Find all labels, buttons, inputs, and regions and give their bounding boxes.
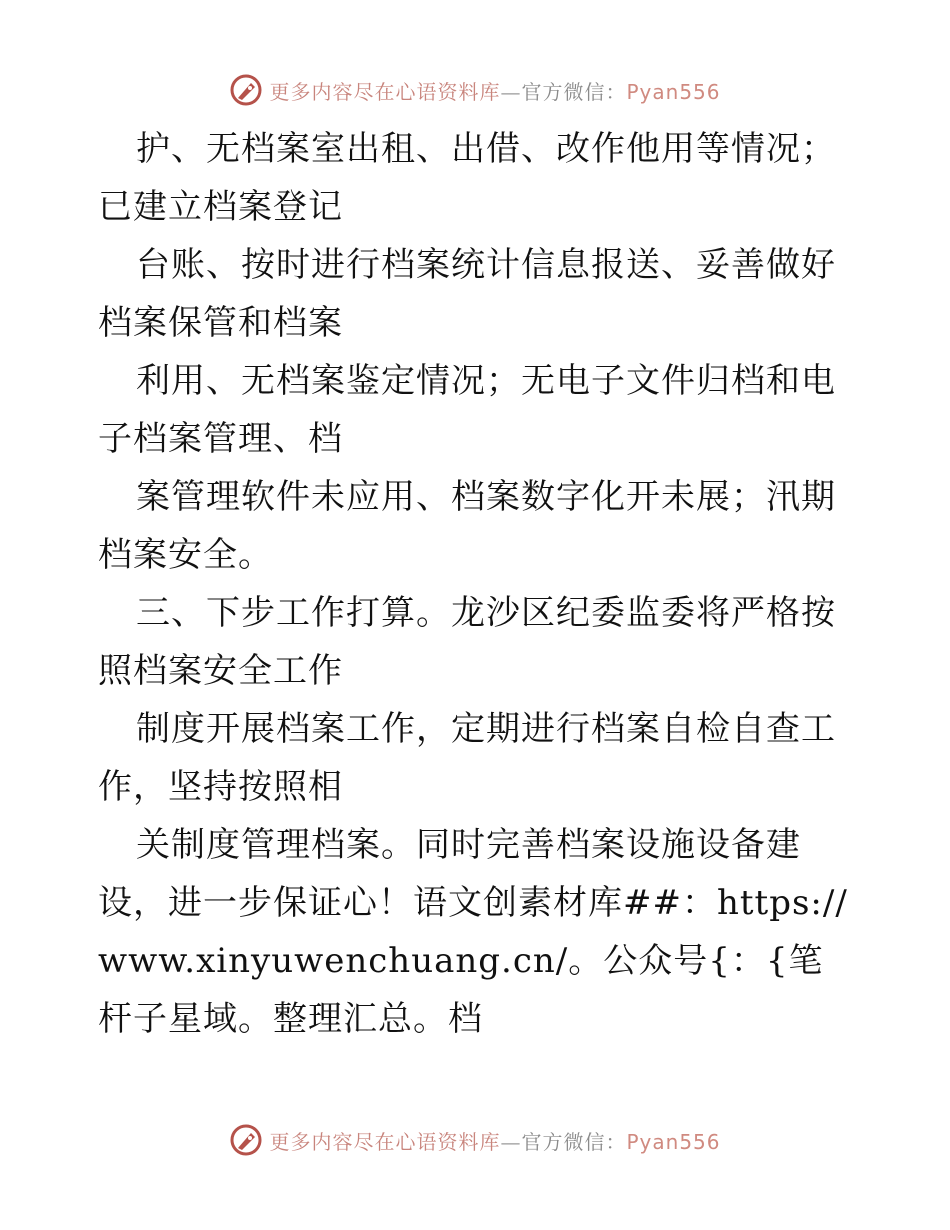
watermark-text: 更多内容尽在心语资料库—官方微信：Pyan556 (269, 79, 721, 104)
pen-nib-circle-icon (229, 73, 263, 107)
paragraph: 案管理软件未应用、档案数字化开未展；汛期档案安全。 (98, 477, 836, 575)
header-watermark (0, 70, 950, 110)
watermark-text: 更多内容尽在心语资料库—官方微信：Pyan556 (269, 1129, 721, 1154)
paragraph: 护、无档案室出租、出借、改作他用等情况；已建立档案登记 (98, 129, 836, 227)
pen-nib-circle-icon (229, 1123, 263, 1157)
paragraph: 台账、按时进行档案统计信息报送、妥善做好档案保管和档案 (98, 245, 836, 343)
paragraph: 三、下步工作打算。龙沙区纪委监委将严格按照档案安全工作 (98, 593, 836, 691)
paragraph: 关制度管理档案。同时完善档案设施设备建设，进一步保证心！语文创素材库##：https://www.xinyuwenchuang.cn/。公众号{：{笔杆子星域。整理汇总。档 (98, 825, 848, 1039)
paragraph: 利用、无档案鉴定情况；无电子文件归档和电子档案管理、档 (98, 361, 836, 459)
paragraph: 制度开展档案工作，定期进行档案自检自查工作，坚持按照相 (98, 709, 836, 807)
footer-watermark (0, 1120, 950, 1160)
document-body (98, 120, 858, 1048)
